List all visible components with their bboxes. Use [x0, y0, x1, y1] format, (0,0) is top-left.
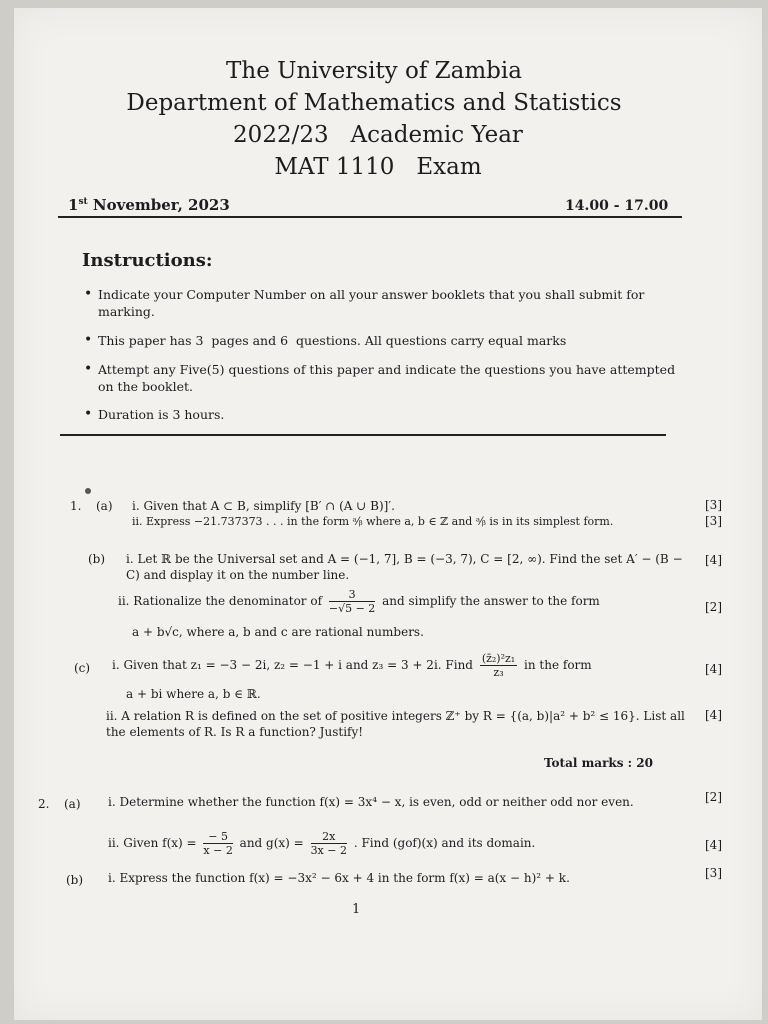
exam-title: MAT 1110 Exam [274, 154, 482, 180]
academic-year: 2022/23 Academic Year [233, 122, 523, 148]
page-number: 1 [352, 902, 361, 917]
q2-b-i: i. Express the function f(x) = −3x² − 6x + 4 in the form f(x) = a(x − h)² + k. [108, 871, 570, 885]
q1-a-i-marks: [3] [705, 498, 722, 512]
exam-date: 1st November, 2023 [68, 196, 230, 214]
q1-b-ii-form: a + b√c, where a, b and c are rational numbers. [132, 625, 424, 639]
q2-a-i: i. Determine whether the function f(x) = 3x⁴ − x, is even, odd or neither odd nor even. [108, 795, 634, 809]
exam-time: 14.00 - 17.00 [565, 198, 669, 214]
header-divider [58, 216, 682, 218]
q1-part-c-label: (c) [74, 661, 91, 675]
q2-part-a-label: (a) [64, 797, 81, 811]
instruction-item: • Attempt any Five(5) questions of this paper and indicate the questions you have attempted on the booklet. [86, 361, 676, 395]
department-title: Department of Mathematics and Statistics [126, 90, 622, 116]
q2-f-fraction: $\frac{- 5}{x - 2}$ [203, 830, 233, 857]
question-1-number: 1. [70, 499, 82, 513]
q2-a-ii: ii. Given f(x) = $\frac{- 5}{x - 2}$ and g(x) = $\frac{2x}{3x - 2}$ . Find (gof)(x) and its domain. [108, 830, 536, 857]
instructions-heading: Instructions: [82, 250, 213, 271]
q1-c-ii: ii. A relation R is defined on the set of positive integers ℤ⁺ by R = {(a, b)|a² + b² ≤ 16}. List all the elements of R. Is R a function? Justify! [106, 709, 685, 739]
q1-c-i-form: a + bi where a, b ∈ ℝ. [126, 687, 261, 701]
q2-a-i-marks: [2] [705, 790, 722, 804]
q1-c-i: i. Given that z₁ = −3 − 2i, z₂ = −1 + i and z₃ = 3 + 2i. Find $\frac{\text{(z̄₂)²z₁}}{\text{z₃}}$ in the form [112, 652, 592, 679]
q2-a-ii-marks: [4] [705, 838, 722, 852]
q2-part-b-label: (b) [66, 873, 84, 887]
q1-c-i-fraction: $\frac{\text{(z̄₂)²z₁}}{\text{z₃}}$ [481, 652, 516, 679]
q1-part-a-label: (a) [96, 499, 113, 513]
q1-part-b-label: (b) [88, 552, 106, 566]
q1-b-ii: ii. Rationalize the denominator of $\frac{3}{-√5 - 2}$ and simplify the answer to the form [118, 588, 600, 615]
q1-b-ii-fraction: $\frac{3}{-√5 - 2}$ [328, 588, 376, 615]
question-2-number: 2. [38, 797, 50, 811]
q1-a-ii-marks: [3] [705, 514, 722, 528]
q2-b-i-marks: [3] [705, 866, 722, 880]
q1-c-i-marks: [4] [705, 662, 722, 676]
q1-a-i: i. Given that A ⊂ B, simplify [B′ ∩ (A ∪ B)]′. [132, 499, 395, 513]
q1-b-i: i. Let ℝ be the Universal set and A = (−1, 7], B = (−3, 7), C = [2, ∞). Find the set A′ − (B − C) and display it on the number line. [126, 552, 683, 582]
q1-total-marks: Total marks : 20 [544, 756, 653, 770]
q1-b-ii-marks: [2] [705, 600, 722, 614]
q1-b-i-marks: [4] [705, 553, 722, 567]
instruction-item: • This paper has 3 pages and 6 questions. All questions carry equal marks [86, 332, 676, 349]
q1-c-ii-marks: [4] [705, 708, 722, 722]
instruction-item: • Duration is 3 hours. [86, 406, 676, 423]
university-title: The University of Zambia [226, 58, 522, 84]
q1-a-ii: ii. Express −21.737373 . . . in the form ᵃ⁄ᵦ where a, b ∈ ℤ and ᵃ⁄ᵦ is in its simplest form. [132, 515, 614, 528]
instruction-item: • Indicate your Computer Number on all your answer booklets that you shall submit for marking. [86, 286, 676, 320]
ink-mark [85, 488, 91, 494]
instructions-divider [60, 434, 666, 436]
q2-g-fraction: $\frac{2x}{3x - 2}$ [310, 830, 347, 857]
